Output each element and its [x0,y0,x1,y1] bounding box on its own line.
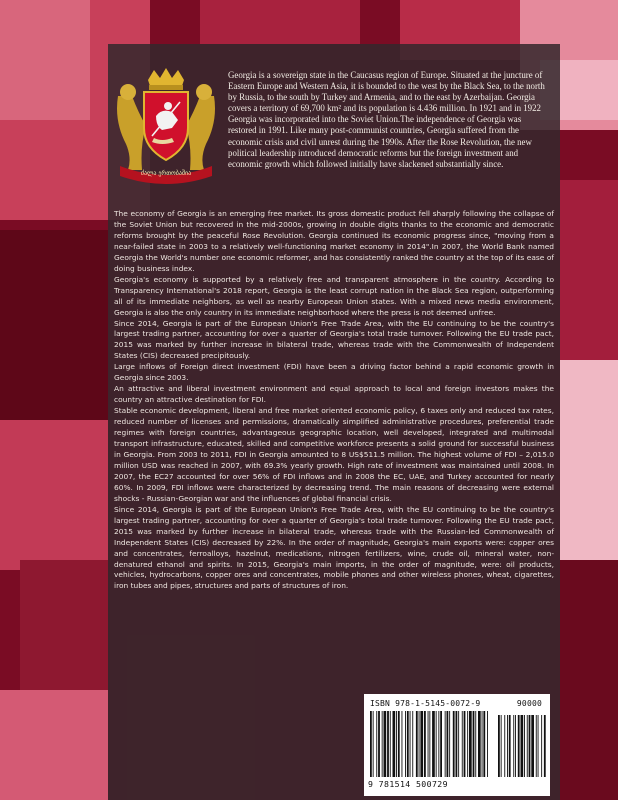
paragraph: Large inflows of Foreign direct investment (FDI) have been a driving factor behind a rapid economic growth in Georgia since 2003. [114,362,554,383]
paragraph: Since 2014, Georgia is part of the European Union's Free Trade Area, with the EU continuing to be the country's largest trading partner, accounting for over a quarter of Georgia's total trade turnover. Following the EU trade pact, 2015 was marked by further increase in bilateral trade, whereas trade with the Commonwealth of Independent States (CIS) decreased precipitously. [114,318,554,361]
paragraph: Since 2014, Georgia is part of the European Union's Free Trade Area, with the EU continuing to be the country's largest trading partner, accounting for over a quarter of Georgia's total trade turnover. Following the EU trade pact, 2015 was marked by further increase in bilateral trade, whereas trade with the Russian-led Commonwealth of Independent States (CIS) decreased by 22%. In the order of magnitude, Georgia's main exports were: copper ores and concentrates, ferroalloys, hazelnut, medications, nitrogen fertilizers, wine, crude oil, mineral water, non-denatured ethanol and spirits. In 2015, Georgia's main imports, in the order of magnitude, were: oil products, vehicles, hydrocarbons, copper ores and concentrates, mobile phones and other wireless phones, wheat, cigarettes, iron tubes and pipes, structures and parts of structures of iron. [114,504,554,591]
isbn-label [370,699,546,708]
isbn-number: ISBN 978-1-5145-0072-9 [370,699,481,708]
isbn-barcode [364,694,550,796]
barcode-bars [370,711,546,777]
paragraph: Georgia's economy is supported by a relatively free and transparent atmosphere in the country. According to Transparency International's 2018 report, Georgia is the least corrupt nation in the Black Sea region, outperforming all of its immediate neighbors, as well as nearby European Union states. With a mixed news media environment, Georgia is also the only country in its immediate neighborhood where the press is not deemed unfree. [114,274,554,317]
paragraph: The economy of Georgia is an emerging free market. Its gross domestic product fell sharply following the collapse of the Soviet Union but recovered in the mid-2000s, growing in double digits thanks to the economic and democratic reforms brought by the peaceful Rose Revolution. Georgia continued its economic progress since, "moving from a near-failed state in 2003 to a relatively well-functioning market economy in 2014".In 2007, the World Bank named Georgia the World's number one economic reformer, and has consistently ranked the country at the top of its ease of doing business index. [114,209,554,273]
paragraph: Stable economic development, liberal and free market oriented economic policy, 6 taxes only and reduced tax rates, reduced number of licenses and permissions, dramatically simplified administrative procedures, preferential trade regimes with foreign countries, advantageous geographic location, well developed, integrated and multimodal transport infrastructure, educated, skilled and competitive workforce presents a solid ground for successful business in Georgia. From 2003 to 2011, FDI in Georgia amounted to 8 US$511.5 million. The highest volume of FDI – 2,015.0 million USD was reached in 2007, with 69.3% yearly growth. High rate of investment was maintained until 2008. In 2007, the EC27 accounted for over 56% of FDI inflows and in 2008 the EC, UAE, and Turkey accounted for nearly 60%. In 2009, FDI inflows were characterized by decreasing trend. The main reasons of decreasing were external shocks - Russian-Georgian war and the influences of global financial crisis. [114,406,554,503]
motto-ribbon-text: ძალა ერთობაშია [140,170,192,177]
body-text [114,209,554,592]
isbn-addon: 90000 [516,699,542,708]
paragraph: An attractive and liberal investment environment and equal approach to local and foreign investors makes the country an attractive destination for FDI. [114,384,554,405]
coat-of-arms-icon [112,66,220,184]
barcode-digits: 9 781514 500729 [368,779,448,789]
intro-text: Georgia is a sovereign state in the Caucasus region of Europe. Situated at the juncture of Eastern Europe and Western Asia, it is bounded to the west by the Black Sea, to the north by Russia, to the south by Turkey and Armenia, and to the east by Azerbaijan. Georgia covers a territory of 69,700 km² and its population is 4.436 million. In 1921 and in 1922 Georgia was incorporated into the Soviet Union.The independence of Georgia was restored in 1991. Like many post-communist countries, Georgia suffered from the economic crisis and civil unrest during the 1990s. After the Rose Revolution, the new political leadership introduced democratic reforms but the foreign investment and economic growth which followed initially have slackened substantially since. [228,70,545,169]
